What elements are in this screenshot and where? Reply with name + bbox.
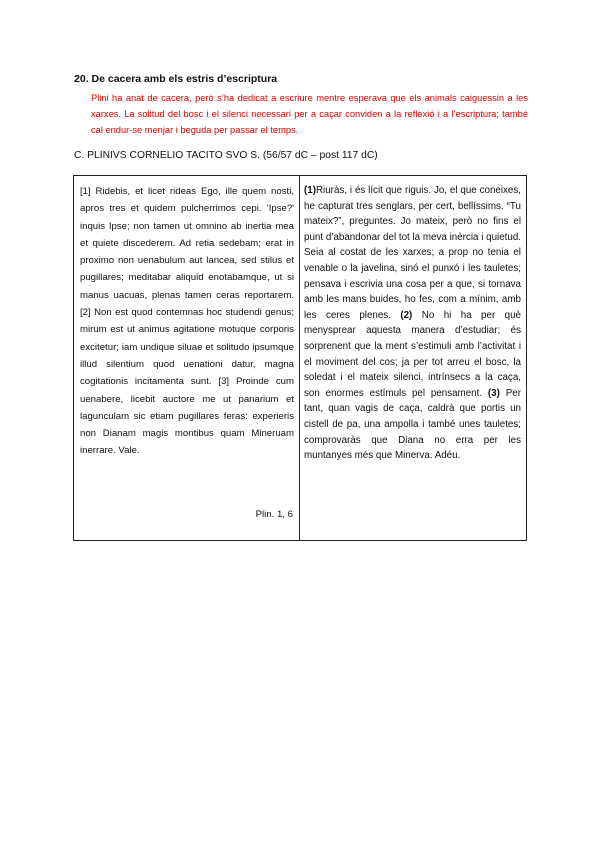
paragraph-number-1: (1) [304,185,316,196]
latin-column [74,176,300,540]
catalan-text [304,183,521,464]
source-line: C. PLINIVS CORNELIO TACITO SVO S. (56/57 dC – post 117 dC) [74,150,378,161]
exercise-heading: 20. De cacera amb els estris d’escriptura [74,73,278,85]
latin-citation: Plin. 1, 6 [255,509,293,520]
translation-table [73,175,527,541]
latin-text: [1] Ridebis, et licet rideas Ego, ille quem nosti, apros tres et quidem pulcherrimos cepi. 'Ipse?' inquis Ipse; non tamen ut omnino ab inertia mea et quiete discederem. Ad retia sedebam; erat in proximo non uenabulum aut lancea, sed stilus et pugillares; meditabar aliquid enotabamque, ut si manus uacuas, plenas tamen ceras reportarem. [2] Non est quod contemnas hoc studendi genus; mirum est ut animus agitatione motuque corporis excitetur; iam undique siluae et solitudo ipsumque illud silentium quod uenationi datur, magna cogitationis incitamenta sunt. [3] Proinde cum uenabere, licebit auctore me ut panarium et lagunculam sic etiam pugillares feras: experieris non Dianam magis montibus quam Mineruam inerrare. Vale. [80,186,294,457]
catalan-column [300,176,526,540]
catalan-paragraph-2: No hi ha per què menysprear aquesta manera d’estudiar; és sorprenent que la ment s’estimuli amb l’activitat i el moviment del cos; ja per tot arreu el bosc, la soledat i el mateix silenci, intrínsecs a la caça, son enormes estímuls pel pensament. [304,309,521,399]
paragraph-number-2: (2) [400,309,413,321]
catalan-paragraph-3: Per tant, quan vagis de caça, caldrà que portis un cistell de pa, una ampolla i també unes tauletes; comprovaràs que Diana no erra per les muntanyes més que Minerva. Adéu. [304,387,522,462]
paragraph-number-3: (3) [487,387,500,399]
catalan-paragraph-1: Riuràs, i és lícit que riguis. Jo, el que coneixes, he capturat tres senglars, per cert, bellíssims. “Tu mateix?”, preguntes. Jo mateix, però no fins el punt d’abandonar del tot la meva inèrcia i quietud. Seia al costat de les xarxes; a prop no tenia el venable o la javelina, sinó el punxó i les tauletes; pensava i escrivia una cosa per a que, si tornava amb les mans buides, ho fes, com a mínim, amb les ceres plenes. [304,185,521,321]
intro-paragraph: Plini ha anat de cacera, però s’ha dedicat a escriure mentre esperava que els animals caiguessin a les xarxes. La solitud del bosc i el silenci necessari per a caçar conviden a la reflexió i a l’escriptura; també cal endur-se menjar i beguda per passar el temps. [91,93,528,135]
